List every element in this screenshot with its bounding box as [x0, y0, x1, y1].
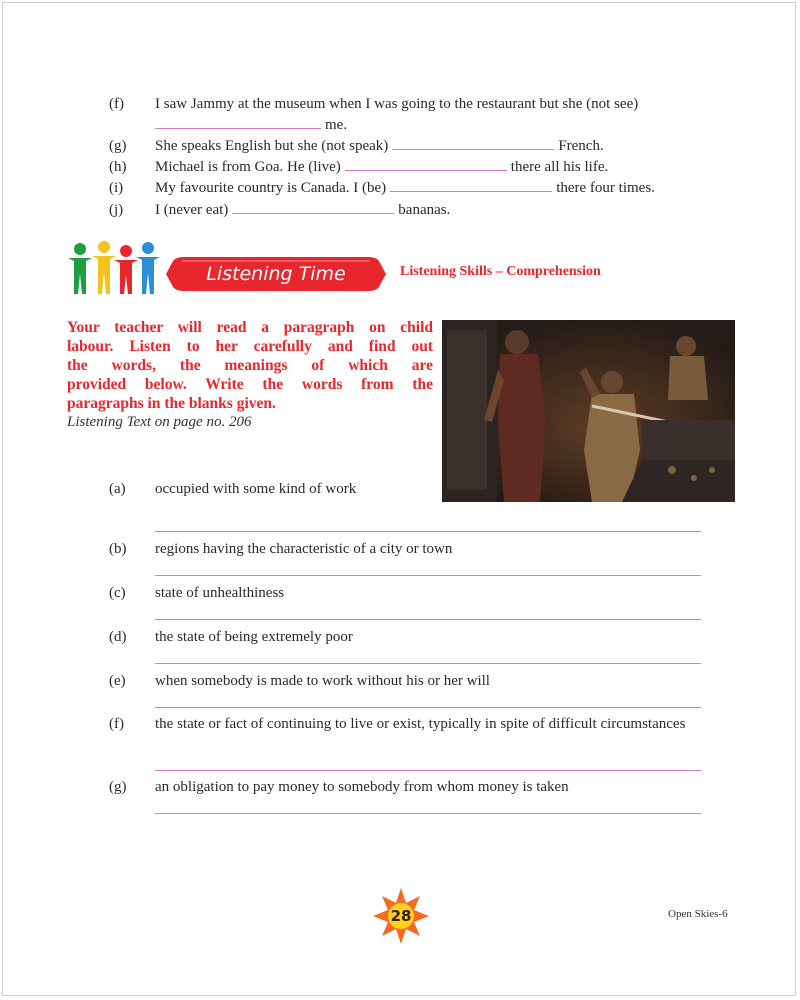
item-after-text: French.: [558, 138, 604, 154]
instruction-line: paragraphs in the blanks given.: [67, 395, 276, 412]
item-text: My favourite country is Canada. I (be): [155, 180, 387, 196]
item-text: I saw Jammy at the museum when I was going to the restaurant but she (not see): [155, 96, 639, 112]
answer-blank[interactable]: [345, 158, 507, 171]
question-text: the state or fact of continuing to live or exist, typically in spite of difficult circumstances: [155, 716, 686, 732]
instruction-line: provided below. Write the words from the: [67, 376, 433, 393]
answer-line-g[interactable]: [155, 813, 701, 814]
item-label: (h): [109, 159, 127, 175]
question-text: occupied with some kind of work: [155, 481, 357, 497]
answer-blank[interactable]: [392, 137, 554, 150]
item-text: She speaks English but she (not speak): [155, 138, 389, 154]
listening-banner: [66, 240, 686, 300]
listening-skills-subtitle: Listening Skills – Comprehension: [400, 264, 601, 279]
question-label: (c): [109, 585, 126, 601]
listening-instruction: [67, 318, 433, 413]
question-label: (g): [109, 779, 127, 795]
question-text: regions having the characteristic of a city or town: [155, 541, 453, 557]
question-text: state of unhealthiness: [155, 585, 285, 601]
question-label: (d): [109, 629, 127, 645]
listening-text-reference: Listening Text on page no. 206: [67, 414, 252, 430]
question-label: (b): [109, 541, 127, 557]
item-label: (g): [109, 138, 127, 154]
children-group-icon: [66, 240, 162, 298]
instruction-line: labour. Listen to her carefully and find out: [67, 338, 433, 355]
listening-time-title: Listening Time: [206, 263, 346, 285]
question-label: (f): [109, 716, 124, 732]
answer-line-c[interactable]: [155, 619, 701, 620]
item-after-text: me.: [325, 117, 348, 133]
item-label: (f): [109, 96, 124, 112]
child-labour-photo: [442, 320, 735, 502]
answer-line-d[interactable]: [155, 663, 701, 664]
listening-time-badge: [166, 257, 386, 291]
question-text: the state of being extremely poor: [155, 629, 353, 645]
answer-blank[interactable]: [390, 179, 552, 192]
item-after-text: bananas.: [398, 202, 451, 218]
item-text: I (never eat): [155, 202, 229, 218]
question-text: an obligation to pay money to somebody from whom money is taken: [155, 779, 569, 795]
item-after-text: there all his life.: [510, 159, 609, 175]
answer-blank[interactable]: [155, 116, 321, 129]
question-label: (e): [109, 673, 126, 689]
item-after-text: there four times.: [556, 180, 655, 196]
instruction-line: Your teacher will read a paragraph on child: [67, 319, 433, 336]
instruction-line: the words, the meanings of which are: [67, 357, 433, 374]
answer-line-a[interactable]: [155, 531, 701, 532]
answer-line-f[interactable]: [155, 770, 701, 771]
item-label: (i): [109, 180, 124, 196]
page-number: 28: [390, 907, 412, 925]
answer-line-b[interactable]: [155, 575, 701, 576]
book-title-footer: Open Skies-6: [668, 908, 728, 920]
question-label: (a): [109, 481, 126, 497]
item-label: (j): [109, 202, 124, 218]
answer-line-e[interactable]: [155, 707, 701, 708]
item-text: Michael is from Goa. He (live): [155, 159, 341, 175]
answer-blank[interactable]: [232, 201, 394, 214]
question-text: when somebody is made to work without his or her will: [155, 673, 490, 689]
